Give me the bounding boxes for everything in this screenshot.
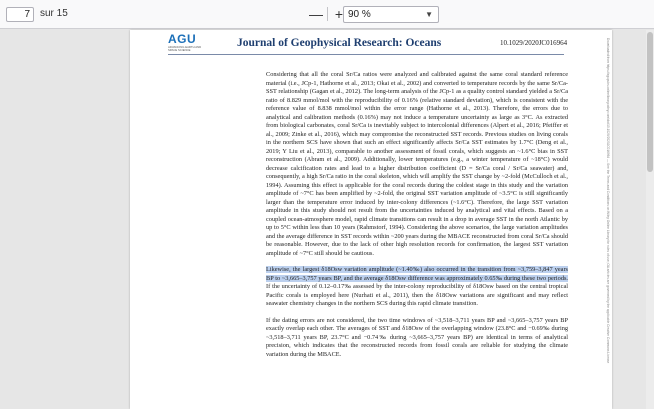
zoom-select[interactable]: [343, 6, 439, 23]
scrollbar-thumb[interactable]: [647, 32, 653, 172]
page-number-input[interactable]: [6, 7, 34, 22]
zoom-in-button[interactable]: +: [334, 6, 344, 22]
logo-tagline: ADVANCING EARTH AND SPACE SCIENCE: [168, 45, 202, 52]
agu-logo: [168, 33, 202, 55]
article-body: [266, 71, 568, 367]
paragraph: [266, 266, 568, 309]
logo-text: AGU: [168, 32, 197, 46]
chevron-down-icon: ▼: [425, 10, 433, 19]
journal-title: Journal of Geophysical Research: Oceans: [237, 37, 442, 49]
toolbar-separator: [327, 7, 328, 21]
page-total-label: sur 15: [40, 8, 68, 19]
zoom-out-button[interactable]: —: [309, 6, 323, 22]
pdf-toolbar: [0, 0, 654, 29]
paragraph-text: If the uncertainty of 0.12–0.17‰ assessed by the inter-colony reproducibility of δ18Osw based on the central tropical Pacific corals is employed here (Nurhati et al., 2011), then the δ18Osw variations are significant and may reflect seawater chemistry changes in the northern SCS during this rapid climate transition.: [266, 283, 568, 307]
doi-label: 10.1029/2020JC016964: [500, 39, 568, 47]
pdf-page: [130, 30, 612, 409]
paragraph: Considering that all the coral Sr/Ca ratios were analyzed and calibrated against the same coral standard reference material (i.e., JCp-1, Hathorne et al., 2013; Okai et al., 2002) and converted to temperature records by the same Sr/Ca-SST relationship (Gagan et al., 2012). The long-term analysis of the JCp-1 as a quality control standard yielded a Sr/Ca ratio of 8.829 mmol/mol with the reproducibility of 0.16% (relative standard deviation), which is consistent with the reference value of 8.838 mmol/mol within the error range (Hathorne et al., 2013). Therefore, the errors due to analytical and calibration methods (0.16%) may not induce a temperature uncertainty as large as 3°C. As extracted from biological carbonates, coral Sr/Ca is inevitably subject to intercolonial differences (Alpert et al., 2016; Pfeiffer et al., 2009; Zinke et al., 2016), which may compromise the reconstructed SST records. Previous studies on living corals in the northern SCS have shown that such an effect significantly affects Sr/Ca SST estimates by 1.7°C (Deng et al., 2019; Y Liu et al., 2013), comparable to another assessment of fossil corals, which suggests an ~1.6°C bias in SST reconstruction (Abram et al., 2009). Additionally, lower temperatures (e.g., a winter temperature of ~18°C) would decrease calcification rates and lead to a higher distribution coefficient (D = Sr/Ca coral / Sr/Ca seawater) and, consequently, a high Sr/Ca ratio in the coral skeleton, which will amplify the SST change by ~2-fold (McCulloch et al., 1994). Assuming this effect is applicable for the coral records during the coldest stage in this study and the variation amplitude of ~7°C has been amplified by ~2-fold, the original SST variation amplitude of ~3.5°C is still significantly larger than the temperature error induced by inter-colony differences (~1.6°C). Therefore, the large SST variation amplitude in this study should not result from the uncertainties induced by analytical and vital effects. Based on a coupled ocean-atmosphere model, rapid climate transitions can result in a drop in average SST in the north Atlantic by up to 5°C within less than 10 years (Rahmstorf, 1994). Considering the above scenarios, the large variation amplitudes and the average difference in SST records within ~200 years during the MBACE reconstructed from coral Sr/Ca should be reasonable. However, due to the lack of other high resolution records for confirmation, the largest SST variation amplitude of ~7°C still should be cautious.: [266, 71, 568, 257]
zoom-level-value: 90 %: [348, 9, 371, 20]
vertical-scrollbar[interactable]: [646, 30, 654, 409]
side-margin-note: [605, 38, 611, 398]
paragraph: If the dating errors are not considered, the two time windows of ~3,518–3,711 years BP and ~3,665–3,757 years BP exactly overlap each other. The averages of SST and δ18Osw of the overlapping window (23.8°C and −0.69‰ during ~3,518–3,711 years BP, 23.7°C and −0.74‰ during ~3,665–3,757 years BP) are identical in terms of analytical precision, which indicates that the reconstructed records from fossil corals are reliable for studying the climate variation during the MBACE.: [266, 316, 568, 358]
highlighted-text[interactable]: Likewise, the largest δ18Osw variation amplitude (~1.40‰) also occurred in the transition from ~3,759–3,847 years BP to ~3,665–3,757 years BP, and the average δ18Osw difference was approximately 0.65‰ during these two periods.: [266, 266, 568, 282]
download-notice: Downloaded from https://agupubs.onlinelibrary.wiley.com/doi/10.1029/2020JC016964 — See the Terms and Conditions on Wiley Online Library for rules of use; OA articles are governed by the applicable Creative Commons License: [606, 38, 610, 364]
header-divider: [168, 54, 564, 55]
